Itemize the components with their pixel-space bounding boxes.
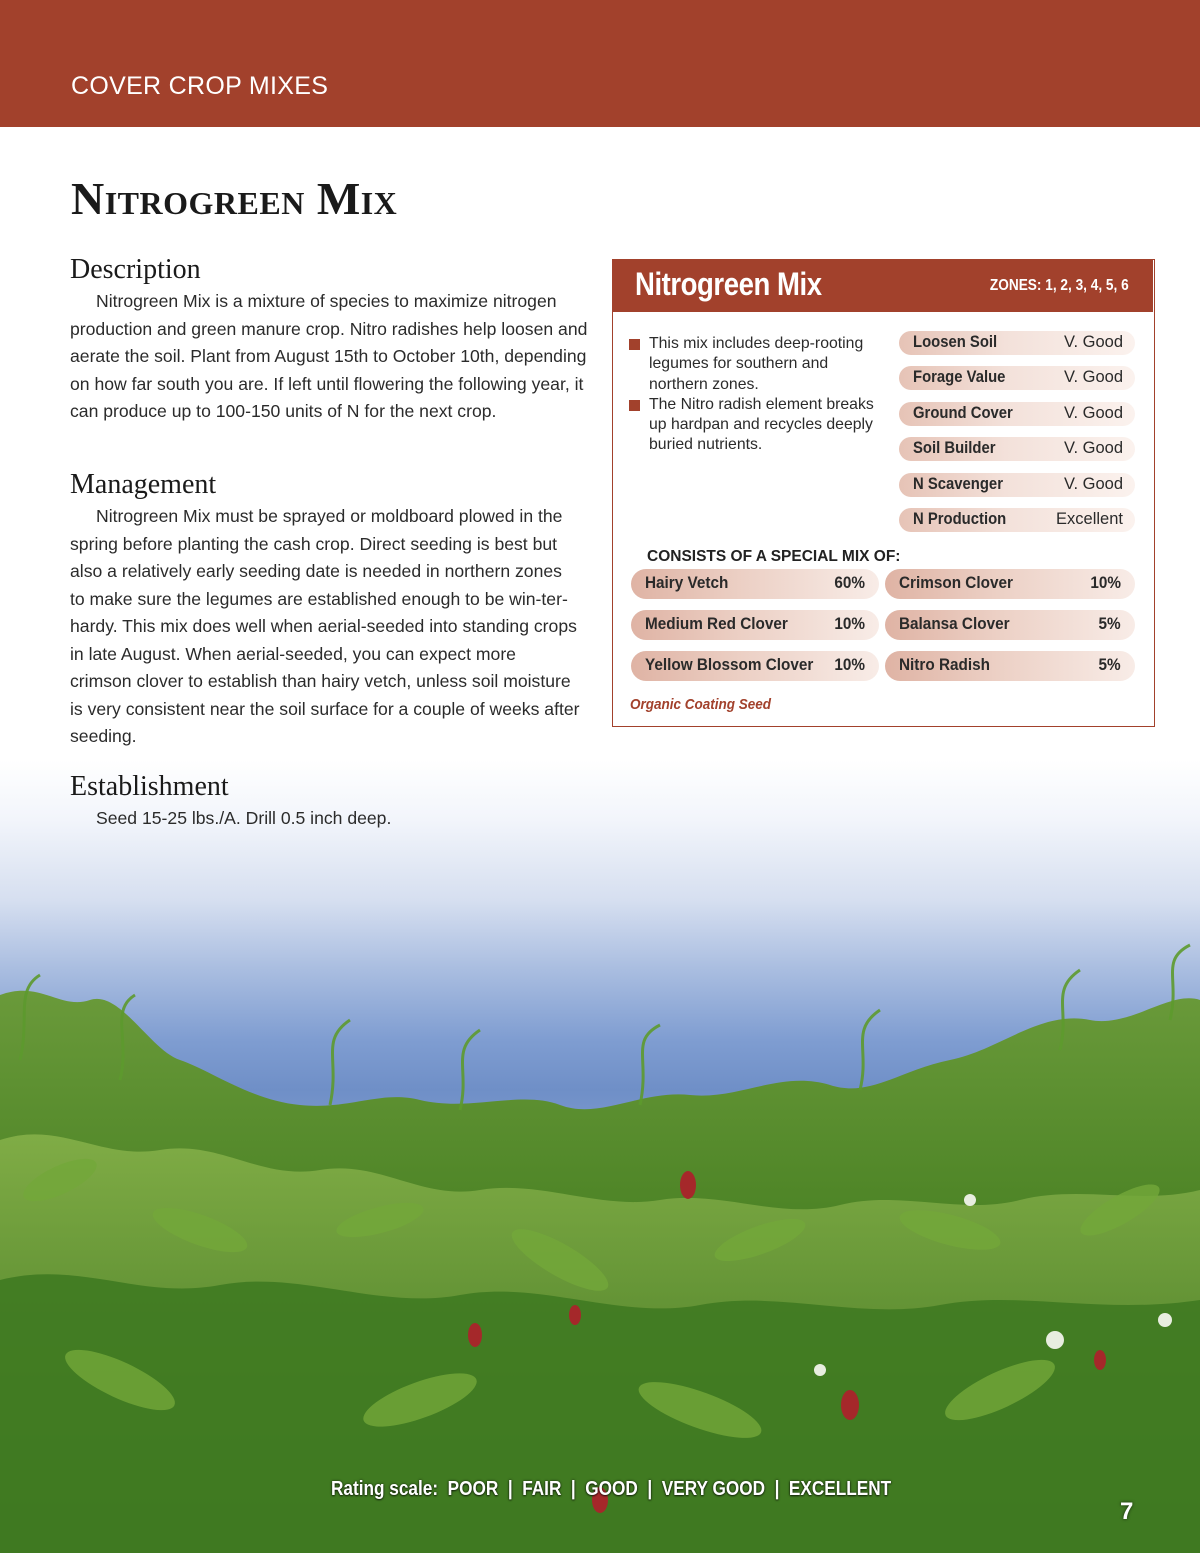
ratings-list: [899, 331, 1135, 543]
rating-row: [899, 402, 1135, 426]
rating-row: [899, 331, 1135, 355]
mix-item: [631, 569, 879, 599]
bullet-item: [629, 334, 881, 395]
bullet-text: This mix includes deep-rooting legumes for southern and northern zones.: [649, 335, 864, 393]
bullet-square-icon: [629, 400, 640, 411]
card-header: [613, 260, 1153, 312]
rating-label: Loosen Soil: [913, 333, 998, 351]
rating-label: Forage Value: [913, 368, 1006, 387]
card-note: Organic Coating Seed: [630, 696, 772, 713]
page-title: Nitrogreen Mix: [71, 173, 398, 224]
establishment-section: [70, 771, 590, 833]
rating-value: Excellent: [1056, 509, 1123, 528]
mix-percent: 60%: [834, 573, 865, 592]
mix-name: Hairy Vetch: [645, 573, 729, 592]
mix-percent: 10%: [1090, 573, 1121, 592]
mix-percent: 5%: [1098, 614, 1121, 633]
mix-item: [885, 569, 1135, 599]
mix-name: Medium Red Clover: [645, 614, 788, 633]
mix-heading: CONSISTS OF A SPECIAL MIX OF:: [647, 548, 901, 565]
rating-row: [899, 437, 1135, 461]
section-title: COVER CROP MIXES: [71, 72, 329, 100]
rating-value: V. Good: [1063, 439, 1123, 458]
establishment-heading: Establishment: [70, 771, 229, 802]
description-section: [70, 254, 590, 426]
mix-name: Nitro Radish: [899, 655, 990, 674]
mix-name: Balansa Clover: [899, 614, 1010, 633]
rating-row: [899, 366, 1135, 390]
bullet-item: [629, 395, 881, 456]
card-zones: ZONES: 1, 2, 3, 4, 5, 6: [990, 277, 1129, 294]
card-bullets: [629, 334, 881, 456]
page-number: 7: [1120, 1498, 1134, 1525]
establishment-body: Seed 15-25 lbs./A. Drill 0.5 inch deep.: [96, 808, 392, 828]
rating-label: Soil Builder: [913, 439, 996, 458]
mix-percent: 5%: [1098, 655, 1121, 674]
management-body: Nitrogreen Mix must be sprayed or moldboard plowed in the spring before planting the cash crop. Direct seeding is best but also a relatively early seeding date is needed in northern zones to make sure the legumes are established enough to be win-ter-hardy. This mix does well when aerial-seeded into standing crops in late August. When aerial-seeded, you can expect more crimson clover to establish than hairy vetch, unless soil moisture is very consistent near the soil surface for a couple of weeks after seeding.: [70, 506, 580, 746]
management-heading: Management: [70, 469, 217, 500]
rating-row: [899, 473, 1135, 497]
rating-label: N Production: [913, 509, 1007, 528]
rating-label: N Scavenger: [913, 474, 1003, 493]
mix-name: Yellow Blossom Clover: [645, 655, 814, 674]
mix-item: [885, 610, 1135, 640]
rating-scale: Rating scale: POOR | FAIR | GOOD | VERY GOOD | EXCELLENT: [331, 1478, 892, 1500]
management-section: [70, 469, 580, 751]
mix-item: [631, 610, 879, 640]
bullet-square-icon: [629, 339, 640, 350]
mix-percent: 10%: [834, 614, 865, 633]
mix-percent: 10%: [834, 655, 865, 674]
header-band: [0, 0, 1200, 127]
rating-value: V. Good: [1063, 403, 1123, 422]
rating-row: [899, 508, 1135, 532]
mix-name: Crimson Clover: [899, 573, 1013, 592]
description-heading: Description: [70, 254, 201, 285]
rating-label: Ground Cover: [913, 403, 1013, 422]
clover-field-photo: [0, 760, 1200, 1553]
rating-value: V. Good: [1063, 333, 1123, 351]
mix-item: [885, 651, 1135, 681]
description-body: Nitrogreen Mix is a mixture of species to maximize nitrogen production and green manure crop. Nitro radishes help loosen and aerate the soil. Plant from August 15th to October 10th, depending on how far south you are. If left until flowering the following year, it can produce up to 100-150 units of N for the next crop.: [70, 291, 588, 421]
foliage-illustration: [0, 760, 1200, 1553]
bullet-text: The Nitro radish element breaks up hardpan and recycles deeply buried nutrients.: [649, 395, 874, 454]
rating-value: V. Good: [1063, 474, 1123, 493]
mix-item: [631, 651, 879, 681]
product-card: [612, 259, 1155, 727]
rating-value: V. Good: [1063, 368, 1123, 387]
card-title: Nitrogreen Mix: [635, 266, 822, 302]
